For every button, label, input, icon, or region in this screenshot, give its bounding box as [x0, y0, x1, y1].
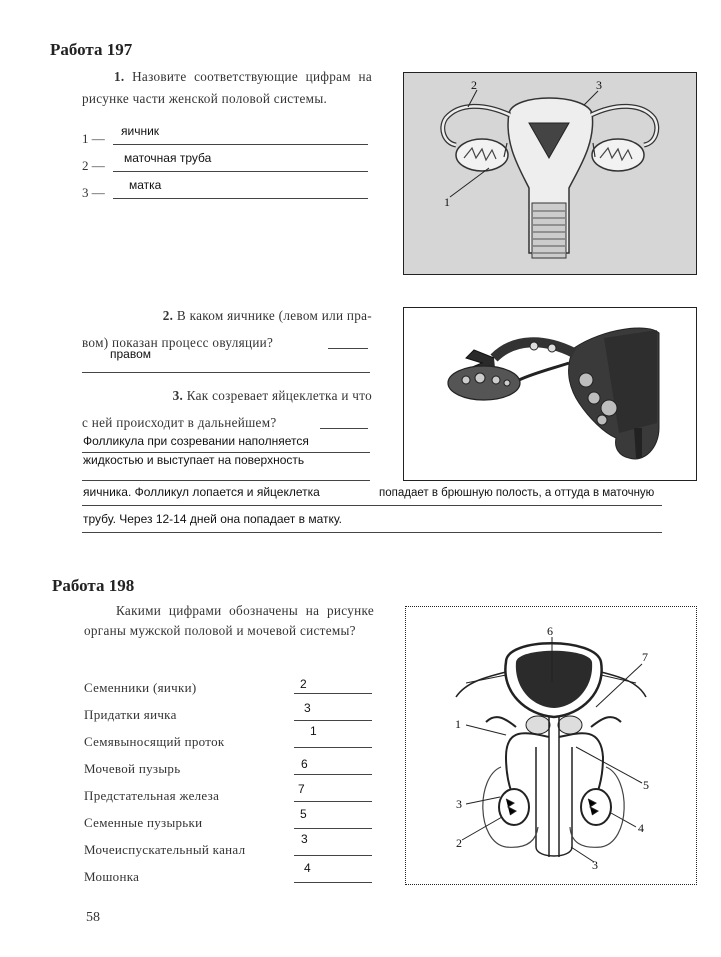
- organ-row-label: Предстательная железа: [84, 788, 220, 803]
- male-system-figure: [405, 606, 697, 885]
- fig3-label-3b: 3: [592, 858, 598, 872]
- organ-row-answer[interactable]: 3: [301, 832, 308, 846]
- q3-line1: [82, 385, 372, 407]
- fig1-label-3: 3: [596, 78, 602, 92]
- q3-answer-line5[interactable]: трубу. Через 12-14 дней она попадает в матку.: [83, 512, 343, 526]
- item3-line: [113, 198, 368, 199]
- fig3-label-5: 5: [643, 778, 649, 792]
- male-system-drawing: [406, 607, 696, 884]
- q1-text: [82, 66, 372, 110]
- q3-rule4: [82, 532, 662, 533]
- organ-row-label: Придатки яичка: [84, 707, 177, 722]
- fig3-label-1: 1: [455, 717, 461, 731]
- q2-line-short: [328, 348, 368, 349]
- organ-row-line: [294, 774, 372, 775]
- ovulation-figure: [403, 307, 697, 481]
- organ-row-line: [294, 855, 372, 856]
- organ-row-answer[interactable]: 5: [300, 807, 307, 821]
- fig3-label-3a: 3: [456, 797, 462, 811]
- q3-rule2: [82, 480, 370, 481]
- organ-row-line: [294, 801, 372, 802]
- organ-row-label: Мошонка: [84, 869, 140, 884]
- female-system-drawing: [404, 73, 696, 274]
- organ-row-line: [294, 693, 372, 694]
- q1-number: 1.: [114, 69, 125, 84]
- organ-row-label: Семенные пузырьки: [84, 815, 203, 830]
- organ-row-label: Семенники (яички): [84, 680, 197, 695]
- organ-row-answer[interactable]: 3: [304, 701, 311, 715]
- organ-row-answer[interactable]: 4: [304, 861, 311, 875]
- q2-question-line1: В каком яичнике (левом или пра-: [176, 308, 372, 323]
- organ-row-answer[interactable]: 6: [301, 757, 308, 771]
- item2-line: [113, 171, 368, 172]
- fig3-label-7: 7: [642, 650, 648, 664]
- work198-question: Какими цифрами обозначены на рисунке органы мужской половой и мочевой системы?: [84, 603, 374, 638]
- q1-question: Назовите соответствующие цифрам на рисунке части женской половой системы.: [82, 69, 372, 106]
- item1-answer[interactable]: яичник: [121, 124, 160, 138]
- female-system-figure: [403, 72, 697, 275]
- q3-answer-line2[interactable]: жидкостью и выступает на поверхность: [83, 453, 305, 467]
- organ-row-line: [294, 720, 372, 721]
- q2-number: 2.: [162, 308, 174, 323]
- item1-number: 1 —: [82, 131, 105, 146]
- organ-row-answer[interactable]: 2: [300, 677, 307, 691]
- q3-question-line1: Как созревает яйцеклетка и что: [186, 388, 372, 403]
- fig3-label-2: 2: [456, 836, 462, 850]
- item1-line: [113, 144, 368, 145]
- organ-row-answer[interactable]: 7: [298, 782, 305, 796]
- q3-answer-line1[interactable]: Фолликула при созревании наполняется: [83, 434, 309, 448]
- q3-answer-line4[interactable]: попадает в брюшную полость, а оттуда в маточную: [379, 487, 655, 499]
- q2-line1: [82, 305, 372, 327]
- fig1-label-2: 2: [471, 78, 477, 92]
- organ-row-line: [294, 747, 372, 748]
- organ-row-label: Мочевой пузырь: [84, 761, 181, 776]
- q2-question-line2: вом) показан процесс овуляции?: [82, 335, 274, 350]
- fig1-label-1: 1: [444, 195, 450, 209]
- q3-number: 3.: [172, 388, 184, 403]
- q3-rule3: [82, 505, 662, 506]
- page-number: 58: [86, 910, 100, 925]
- organ-row-line: [294, 828, 372, 829]
- q2-answer[interactable]: правом: [110, 347, 152, 361]
- item3-answer[interactable]: матка: [129, 178, 162, 192]
- organ-row-answer[interactable]: 1: [310, 724, 317, 738]
- q3-answer-line3[interactable]: яичника. Фолликул лопается и яйцеклетка: [83, 485, 320, 499]
- item2-answer[interactable]: маточная труба: [124, 151, 212, 165]
- item3-number: 3 —: [82, 185, 105, 200]
- fig3-label-6: 6: [547, 624, 553, 638]
- work198-title: Работа 198: [52, 576, 135, 595]
- organ-row-label: Мочеиспускательный канал: [84, 842, 246, 857]
- item2-number: 2 —: [82, 158, 105, 173]
- ovulation-drawing: [404, 308, 696, 480]
- organ-row-label: Семявыносящий проток: [84, 734, 225, 749]
- work197-title: Работа 197: [50, 40, 133, 59]
- q3-question-line2: с ней происходит в дальнейшем?: [82, 415, 277, 430]
- fig3-label-4: 4: [638, 821, 644, 835]
- q2-answer-line: [82, 372, 370, 373]
- q3-line-short: [320, 428, 368, 429]
- organ-row-line: [294, 882, 372, 883]
